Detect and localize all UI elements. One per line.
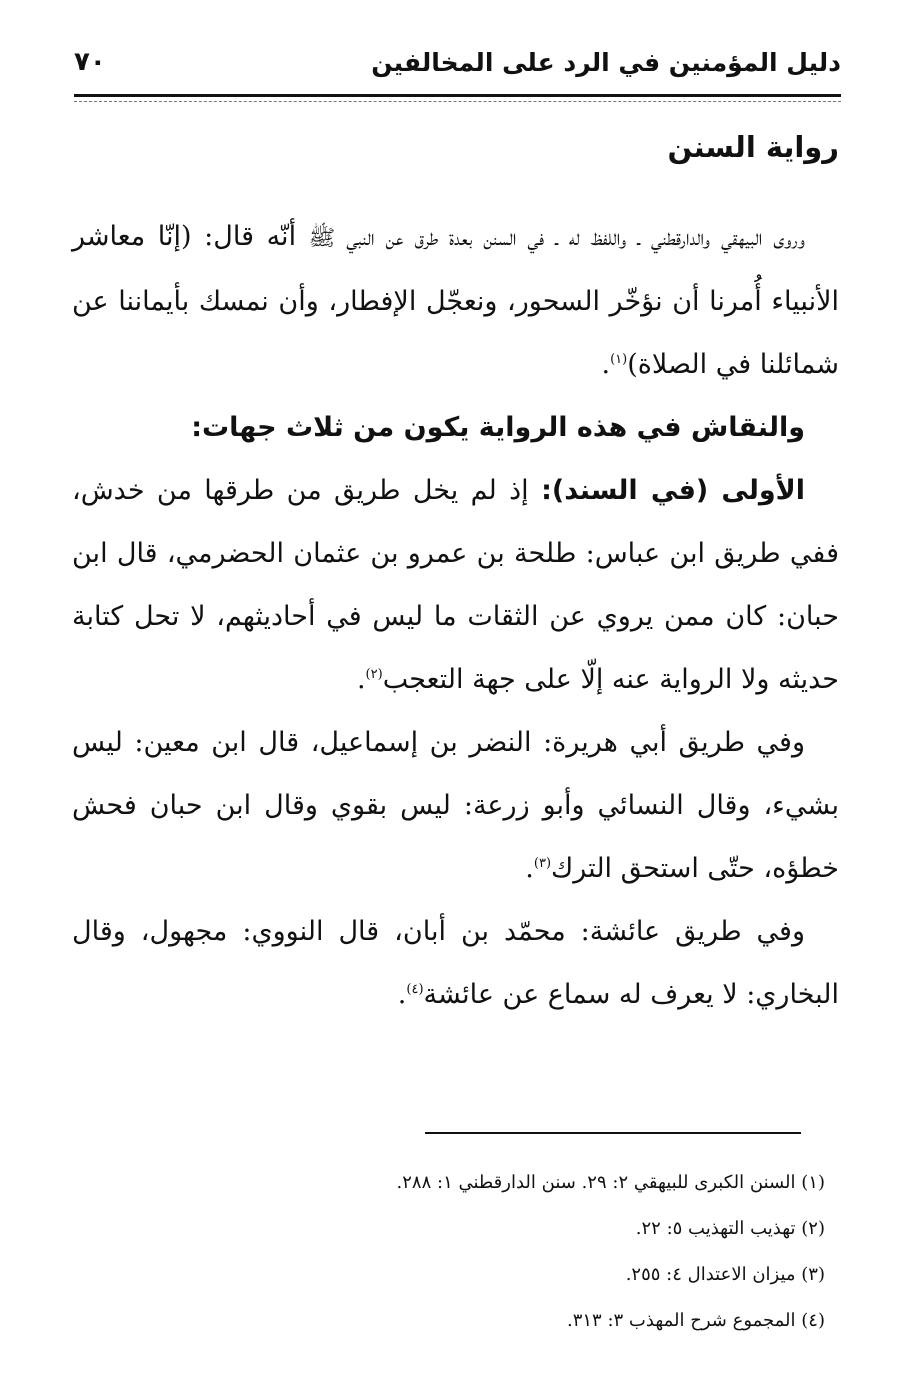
- paragraph-1-text: أنّه قال: (إنّا معاشر الأنبياء أُمرنا أن نؤخّر السحور، ونعجّل الإفطار، وأن نمسك بأيماننا عن شمائلنا في الصلاة): [72, 221, 839, 380]
- footnote-1: (١) السنن الكبرى للبيهقي ٢: ٢٩. سنن الدارقطني ١: ٢٨٨.: [396, 1172, 825, 1193]
- running-title: دليل المؤمنين في الرد على المخالفين: [371, 47, 841, 77]
- paragraph-3: الأولى (في السند): إذ لم يخل طريق من طرقها من خدش، ففي طريق ابن عباس: طلحة بن عمرو بن عثمان الحضرمي، قال ابن حبان: كان ممن يروي عن الثقات ما ليس في أحاديثهم، لا تحل كتابة حديثه ولا الرواية عنه إلّا على جهة التعجب$^{(٢)}$.: [72, 475, 839, 695]
- footnote-ref-4[interactable]: (٤): [406, 982, 424, 997]
- paragraph-1-intro: وروى البيهقي والدارقطني ـ واللفظ له ـ في السنن بعدة طرق عن النبي ﷺ: [308, 226, 805, 251]
- footnotes: [74, 1160, 825, 1344]
- footnote-separator: [425, 1132, 801, 1134]
- paragraph-2: [72, 396, 839, 459]
- footnote-ref-2[interactable]: (٢): [365, 667, 383, 682]
- footnote-3: (٣) ميزان الاعتدال ٤: ٢٥٥.: [625, 1264, 825, 1285]
- paragraph-3-text: إذ لم يخل طريق من طرقها من خدش، ففي طريق ابن عباس: طلحة بن عمرو بن عثمان الحضرمي، قال ابن حبان: كان ممن يروي عن الثقات ما ليس في أحاديثهم، لا تحل كتابة حديثه ولا الرواية عنه إلّا على جهة التعجب: [72, 475, 839, 695]
- paragraph-5-text: وفي طريق عائشة: محمّد بن أبان، قال النووي: مجهول، وقال البخاري: لا يعرف له سماع عن عائشة: [72, 916, 839, 1010]
- footnote-ref-3[interactable]: (٣): [533, 856, 552, 871]
- footnote-4: (٤) المجموع شرح المهذب ٣: ٣١٣.: [566, 1310, 825, 1331]
- paragraph-3-heading: الأولى (في السند):: [541, 475, 805, 506]
- paragraph-4-text: وفي طريق أبي هريرة: النضر بن إسماعيل، قال ابن معين: ليس بشيء، وقال النسائي وأبو زرعة: ليس بقوي وقال ابن حبان فحش خطؤه، حتّى استحق الترك: [72, 727, 839, 884]
- paragraph-5: وفي طريق عائشة: محمّد بن أبان، قال النووي: مجهول، وقال البخاري: لا يعرف له سماع عن عائشة$^{(٤)}$.: [72, 916, 839, 1010]
- paragraph-4: وفي طريق أبي هريرة: النضر بن إسماعيل، قال ابن معين: ليس بشيء، وقال النسائي وأبو زرعة: ليس بقوي وقال ابن حبان فحش خطؤه، حتّى استحق الترك$^{(٣)}$.: [72, 727, 839, 884]
- header-rule-dashed: [74, 101, 841, 102]
- paragraph-2-text: والنقاش في هذه الرواية يكون من ثلاث جهات:: [191, 412, 805, 443]
- footnote-ref-1[interactable]: (١): [610, 352, 628, 367]
- footnote-2: (٢) تهذيب التهذيب ٥: ٢٢.: [635, 1218, 825, 1239]
- body-text: [72, 205, 839, 1026]
- section-title: رواية السنن: [667, 130, 839, 164]
- page-number: ٧٠: [74, 47, 106, 77]
- paragraph-1: وروى البيهقي والدارقطني ـ واللفظ له ـ في السنن بعدة طرق عن النبي ﷺ أنّه قال: (إنّا معاشر الأنبياء أُمرنا أن نؤخّر السحور، ونعجّل الإفطار، وأن نمسك بأيماننا عن شمائلنا في الصلاة)$^{(١)}$.: [72, 221, 839, 380]
- running-header: [74, 40, 841, 84]
- header-rule: [74, 94, 841, 97]
